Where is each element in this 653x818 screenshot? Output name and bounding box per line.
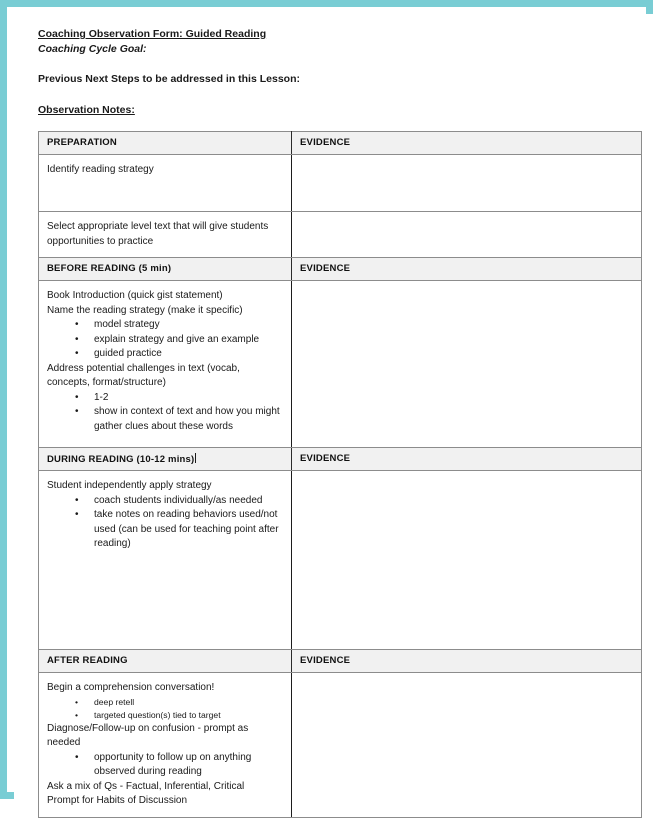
text-line: Prompt for Habits of Discussion xyxy=(47,795,188,806)
evidence-cell-after-reading[interactable] xyxy=(292,673,642,818)
evidence-header-cell xyxy=(292,132,642,155)
table-row xyxy=(39,673,642,818)
evidence-header-during-reading: EVIDENCE xyxy=(300,453,351,464)
page-title: Coaching Observation Form: Guided Reading xyxy=(38,28,267,40)
evidence-input-area[interactable] xyxy=(292,471,641,487)
section-label-during-reading-text: DURING READING (10-12 mins) xyxy=(47,454,195,465)
previous-next-steps-label: Previous Next Steps to be addressed in this Lesson: xyxy=(38,73,300,85)
section-header-preparation xyxy=(39,132,642,155)
content-cell-select-appropriate-level-text xyxy=(39,212,292,258)
content-cell-identify-reading-strategy xyxy=(39,155,292,212)
list-item: • model strategy xyxy=(47,318,283,333)
section-label-cell xyxy=(39,448,292,471)
text-line: Address potential challenges in text (vocab, concepts, format/structure) xyxy=(47,362,240,388)
text-line: Select appropriate level text that will give students opportunities to practice xyxy=(47,221,269,247)
content-body xyxy=(39,471,291,560)
text-line: Diagnose/Follow-up on confusion - prompt as needed xyxy=(47,722,249,748)
evidence-header-after-reading: EVIDENCE xyxy=(300,655,351,666)
evidence-input-area[interactable] xyxy=(292,673,641,689)
text-line: Ask a mix of Qs - Factual, Inferential, Critical xyxy=(47,780,245,792)
coaching-cycle-goal-label: Coaching Cycle Goal: xyxy=(38,43,147,55)
observation-form-table xyxy=(38,131,642,818)
table-row xyxy=(39,212,642,258)
content-cell-during-reading xyxy=(39,471,292,650)
section-label-during-reading xyxy=(39,448,291,469)
bullet-list xyxy=(47,494,283,552)
text-line: Book Introduction (quick gist statement) xyxy=(47,290,223,301)
section-header-after-reading xyxy=(39,650,642,673)
evidence-header-before-reading: EVIDENCE xyxy=(300,263,351,274)
table-row xyxy=(39,281,642,448)
document-content xyxy=(38,27,642,818)
list-item: • guided practice xyxy=(47,347,283,362)
evidence-header-cell xyxy=(292,650,642,673)
evidence-cell-select-appropriate-level-text[interactable] xyxy=(292,212,642,258)
table-row xyxy=(39,471,642,650)
list-item: • targeted question(s) tied to target xyxy=(47,709,283,722)
content-cell-before-reading xyxy=(39,281,292,448)
list-item: • 1-2 xyxy=(47,391,283,406)
evidence-input-area[interactable] xyxy=(292,155,641,171)
table-row xyxy=(39,155,642,212)
observation-notes-label: Observation Notes: xyxy=(38,104,135,116)
content-cell-after-reading xyxy=(39,673,292,818)
list-item: • coach students individually/as needed xyxy=(47,494,283,509)
list-item: • explain strategy and give an example xyxy=(47,333,283,348)
section-label-after-reading: AFTER READING xyxy=(47,655,128,666)
evidence-header-cell xyxy=(292,258,642,281)
content-body xyxy=(39,212,291,257)
list-item: • show in context of text and how you might gather clues about these words xyxy=(47,405,283,434)
text-line: Student independently apply strategy xyxy=(47,480,212,491)
section-label-cell xyxy=(39,132,292,155)
content-body xyxy=(39,155,291,186)
section-label-cell xyxy=(39,258,292,281)
text-line: Name the reading strategy (make it specific) xyxy=(47,304,243,316)
bullet-list xyxy=(47,751,283,780)
list-item: • deep retell xyxy=(47,696,283,709)
evidence-header-preparation: EVIDENCE xyxy=(300,137,351,148)
evidence-input-area[interactable] xyxy=(292,281,641,297)
document-page xyxy=(14,14,653,806)
text-cursor xyxy=(195,453,196,463)
bullet-list xyxy=(47,318,283,362)
evidence-header-cell xyxy=(292,448,642,471)
evidence-cell-during-reading[interactable] xyxy=(292,471,642,650)
section-header-during-reading xyxy=(39,448,642,471)
text-line: Begin a comprehension conversation! xyxy=(47,682,215,693)
text-line: Identify reading strategy xyxy=(47,164,154,175)
bullet-list-small xyxy=(47,696,283,722)
bullet-list xyxy=(47,391,283,435)
section-header-before-reading xyxy=(39,258,642,281)
list-item: • opportunity to follow up on anything observed during reading xyxy=(47,751,283,780)
evidence-cell-before-reading[interactable] xyxy=(292,281,642,448)
evidence-cell-identify-reading-strategy[interactable] xyxy=(292,155,642,212)
list-item: • take notes on reading behaviors used/not used (can be used for teaching point after reading) xyxy=(47,508,283,552)
section-label-preparation: PREPARATION xyxy=(47,137,117,148)
content-body xyxy=(39,673,291,817)
evidence-input-area[interactable] xyxy=(292,212,641,228)
content-body xyxy=(39,281,291,442)
section-label-cell xyxy=(39,650,292,673)
section-label-before-reading: BEFORE READING (5 min) xyxy=(47,263,172,274)
